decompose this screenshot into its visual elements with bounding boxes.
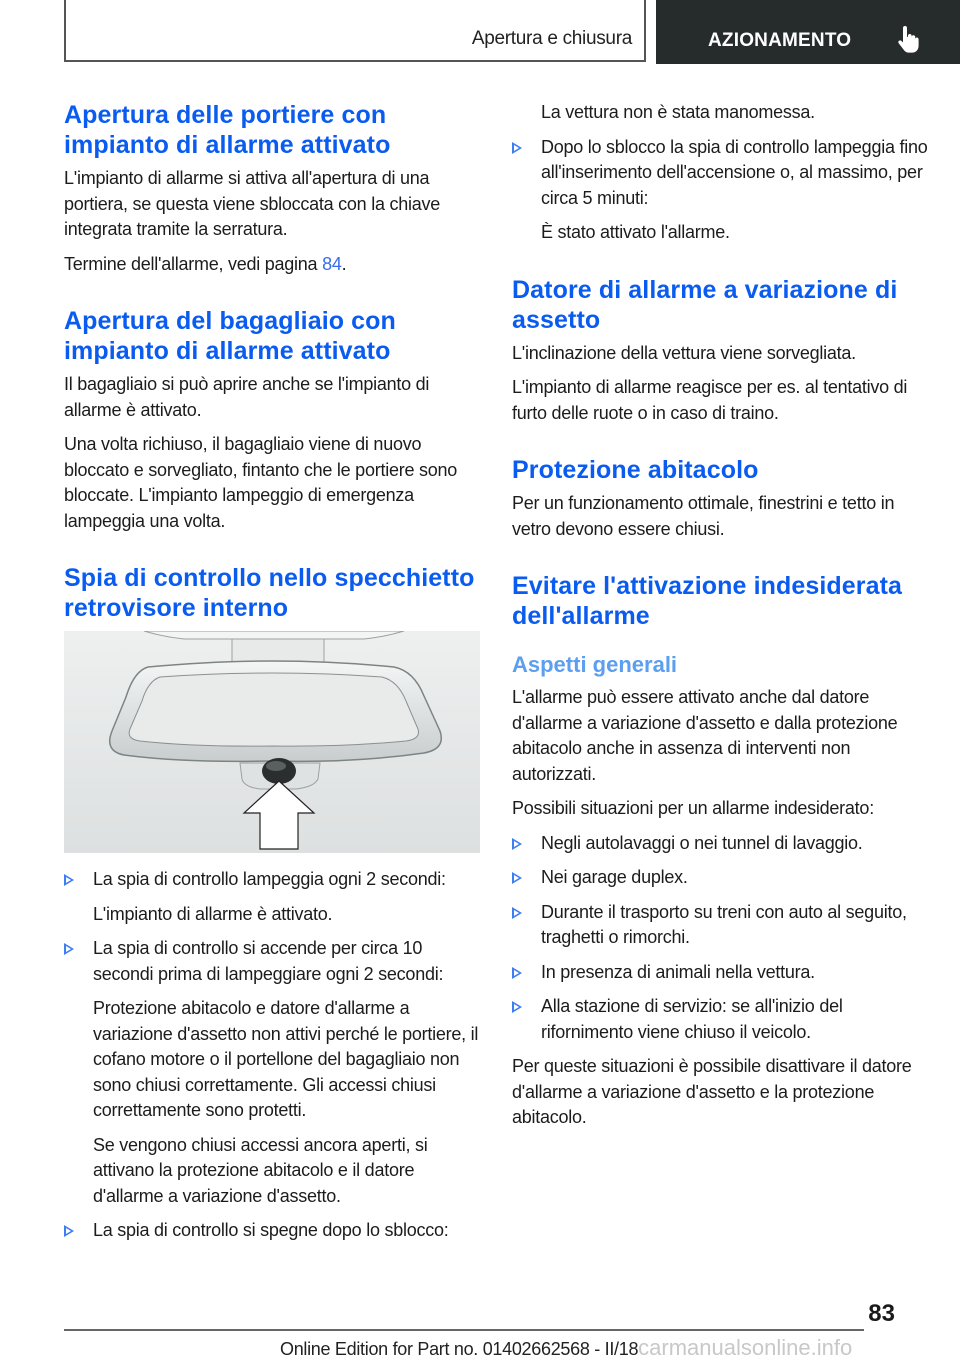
heading-avoid-false-alarm: Evitare l'attivazione indesiderata dell'allarme — [512, 572, 903, 630]
chapter-label: AZIONAMENTO — [708, 30, 852, 51]
bullet-text: La spia di controllo si accende per circa 10 secondi prima di lampeggiare ogni 2 secondi: — [93, 938, 444, 984]
list-item — [64, 1218, 482, 1244]
bullet-triangle-icon — [512, 142, 522, 154]
paragraph: Per queste situazioni è possibile disattivare il datore d'allarme a variazione d'assetto e la protezione abitacolo. — [512, 1056, 912, 1127]
paragraph: Per un funzionamento ottimale, finestrini e tetto in vetro devono essere chiusi. — [512, 493, 895, 539]
right-column — [512, 100, 932, 1140]
bullet-subtext: È stato attivato l'allarme. — [541, 222, 730, 242]
list-item — [512, 960, 932, 986]
heading-trunk-alarm: Apertura del bagagliaio con impianto di allarme attivato — [64, 307, 396, 365]
bullet-subtext: La vettura non è stata manomessa. — [541, 102, 815, 122]
false-alarm-situations-list — [512, 831, 932, 1046]
chapter-tab — [656, 0, 960, 64]
page-number: 83 — [868, 1300, 895, 1327]
paragraph — [64, 252, 482, 278]
bullet-text: Alla stazione di servizio: se all'inizio del rifornimento viene chiuso il veicolo. — [541, 996, 843, 1042]
bullet-triangle-icon — [512, 967, 522, 979]
watermark: carmanualsonline.info — [638, 1335, 853, 1360]
bullet-text: Durante il trasporto su treni con auto al seguito, traghetti o rimorchi. — [541, 901, 907, 947]
pointing-hand-icon — [896, 26, 920, 54]
list-item — [64, 936, 482, 1209]
list-item — [512, 135, 932, 246]
bullet-text: Negli autolavaggi o nei tunnel di lavaggio. — [541, 832, 863, 853]
paragraph: Il bagagliaio si può aprire anche se l'impianto di allarme è attivato. — [64, 374, 430, 420]
section-title: Apertura e chiusura — [471, 28, 632, 49]
text: . — [341, 253, 347, 274]
text: Termine dell'allarme, vedi pagina — [64, 253, 323, 274]
heading-interior-protection: Protezione abitacolo — [512, 456, 759, 484]
bullet-triangle-icon — [64, 874, 74, 886]
bullet-triangle-icon — [64, 1225, 74, 1237]
bullet-subtext: Se vengono chiusi accessi ancora aperti, si attivano la protezione abitacolo e il datore d'allarme a variazione d'assetto. — [93, 1134, 428, 1206]
edition-text: Online Edition for Part no. 01402662568 - II/18 — [280, 1339, 639, 1359]
bullet-triangle-icon — [512, 1001, 522, 1013]
edition-info — [280, 1335, 852, 1361]
page-link[interactable]: 84 — [322, 253, 342, 274]
indicator-states-list — [64, 867, 482, 1244]
list-item — [512, 865, 932, 891]
bullet-subtext: L'impianto di allarme è attivato. — [93, 903, 333, 924]
indicator-states-list-cont — [512, 135, 932, 246]
bullet-text: La spia di controllo lampeggia ogni 2 secondi: — [93, 869, 446, 889]
paragraph: Una volta richiuso, il bagagliaio viene di nuovo bloccato e sorvegliato, fintanto che le portiere sono bloccate. L'impianto lampeggio di emergenza lampeggia una volta. — [64, 434, 457, 531]
list-item — [512, 900, 932, 951]
list-item — [512, 994, 932, 1045]
bullet-text: La spia di controllo si spegne dopo lo sblocco: — [93, 1220, 449, 1240]
list-item — [512, 831, 932, 857]
subheading-general: Aspetti generali — [512, 652, 678, 677]
bullet-text: In presenza di animali nella vettura. — [541, 961, 815, 982]
list-item — [64, 867, 482, 927]
footer-divider — [64, 1329, 864, 1331]
bullet-triangle-icon — [64, 943, 74, 955]
rearview-mirror-icon — [64, 631, 480, 853]
paragraph: L'impianto di allarme si attiva all'apertura di una portiera, se questa viene sbloccata con la chiave integrata tramite la serratura. — [64, 168, 440, 239]
mirror-illustration — [64, 631, 480, 853]
bullet-text: Dopo lo sblocco la spia di controllo lampeggia fino all'inserimento dell'accensione o, al massimo, per circa 5 minuti: — [541, 136, 928, 208]
bullet-text: Nei garage duplex. — [541, 867, 688, 887]
paragraph: L'impianto di allarme reagisce per es. al tentativo di furto delle ruote o in caso di traino. — [512, 377, 908, 423]
heading-doors-alarm: Apertura delle portiere con impianto di allarme attivato — [64, 101, 391, 159]
heading-tilt-sensor: Datore di allarme a variazione di assetto — [512, 275, 898, 334]
bullet-triangle-icon — [512, 872, 522, 884]
bullet-triangle-icon — [512, 838, 522, 850]
bullet-triangle-icon — [512, 907, 522, 919]
paragraph: L'allarme può essere attivato anche dal datore d'allarme a variazione d'assetto e dalla protezione abitacolo anche in assenza di interventi non autorizzati. — [512, 687, 898, 784]
heading-mirror-indicator: Spia di controllo nello specchietto retrovisore interno — [64, 564, 475, 622]
section-header — [64, 0, 646, 62]
left-column — [64, 100, 482, 1253]
paragraph: Possibili situazioni per un allarme indesiderato: — [512, 798, 874, 818]
paragraph: L'inclinazione della vettura viene sorvegliata. — [512, 342, 856, 363]
bullet-subtext: Protezione abitacolo e datore d'allarme a variazione d'assetto non attivi perché le portiere, il cofano motore o il portellone del bagagliaio non sono chiusi correttamente. Gli accessi chiusi correttamente sono protetti. — [93, 998, 479, 1120]
